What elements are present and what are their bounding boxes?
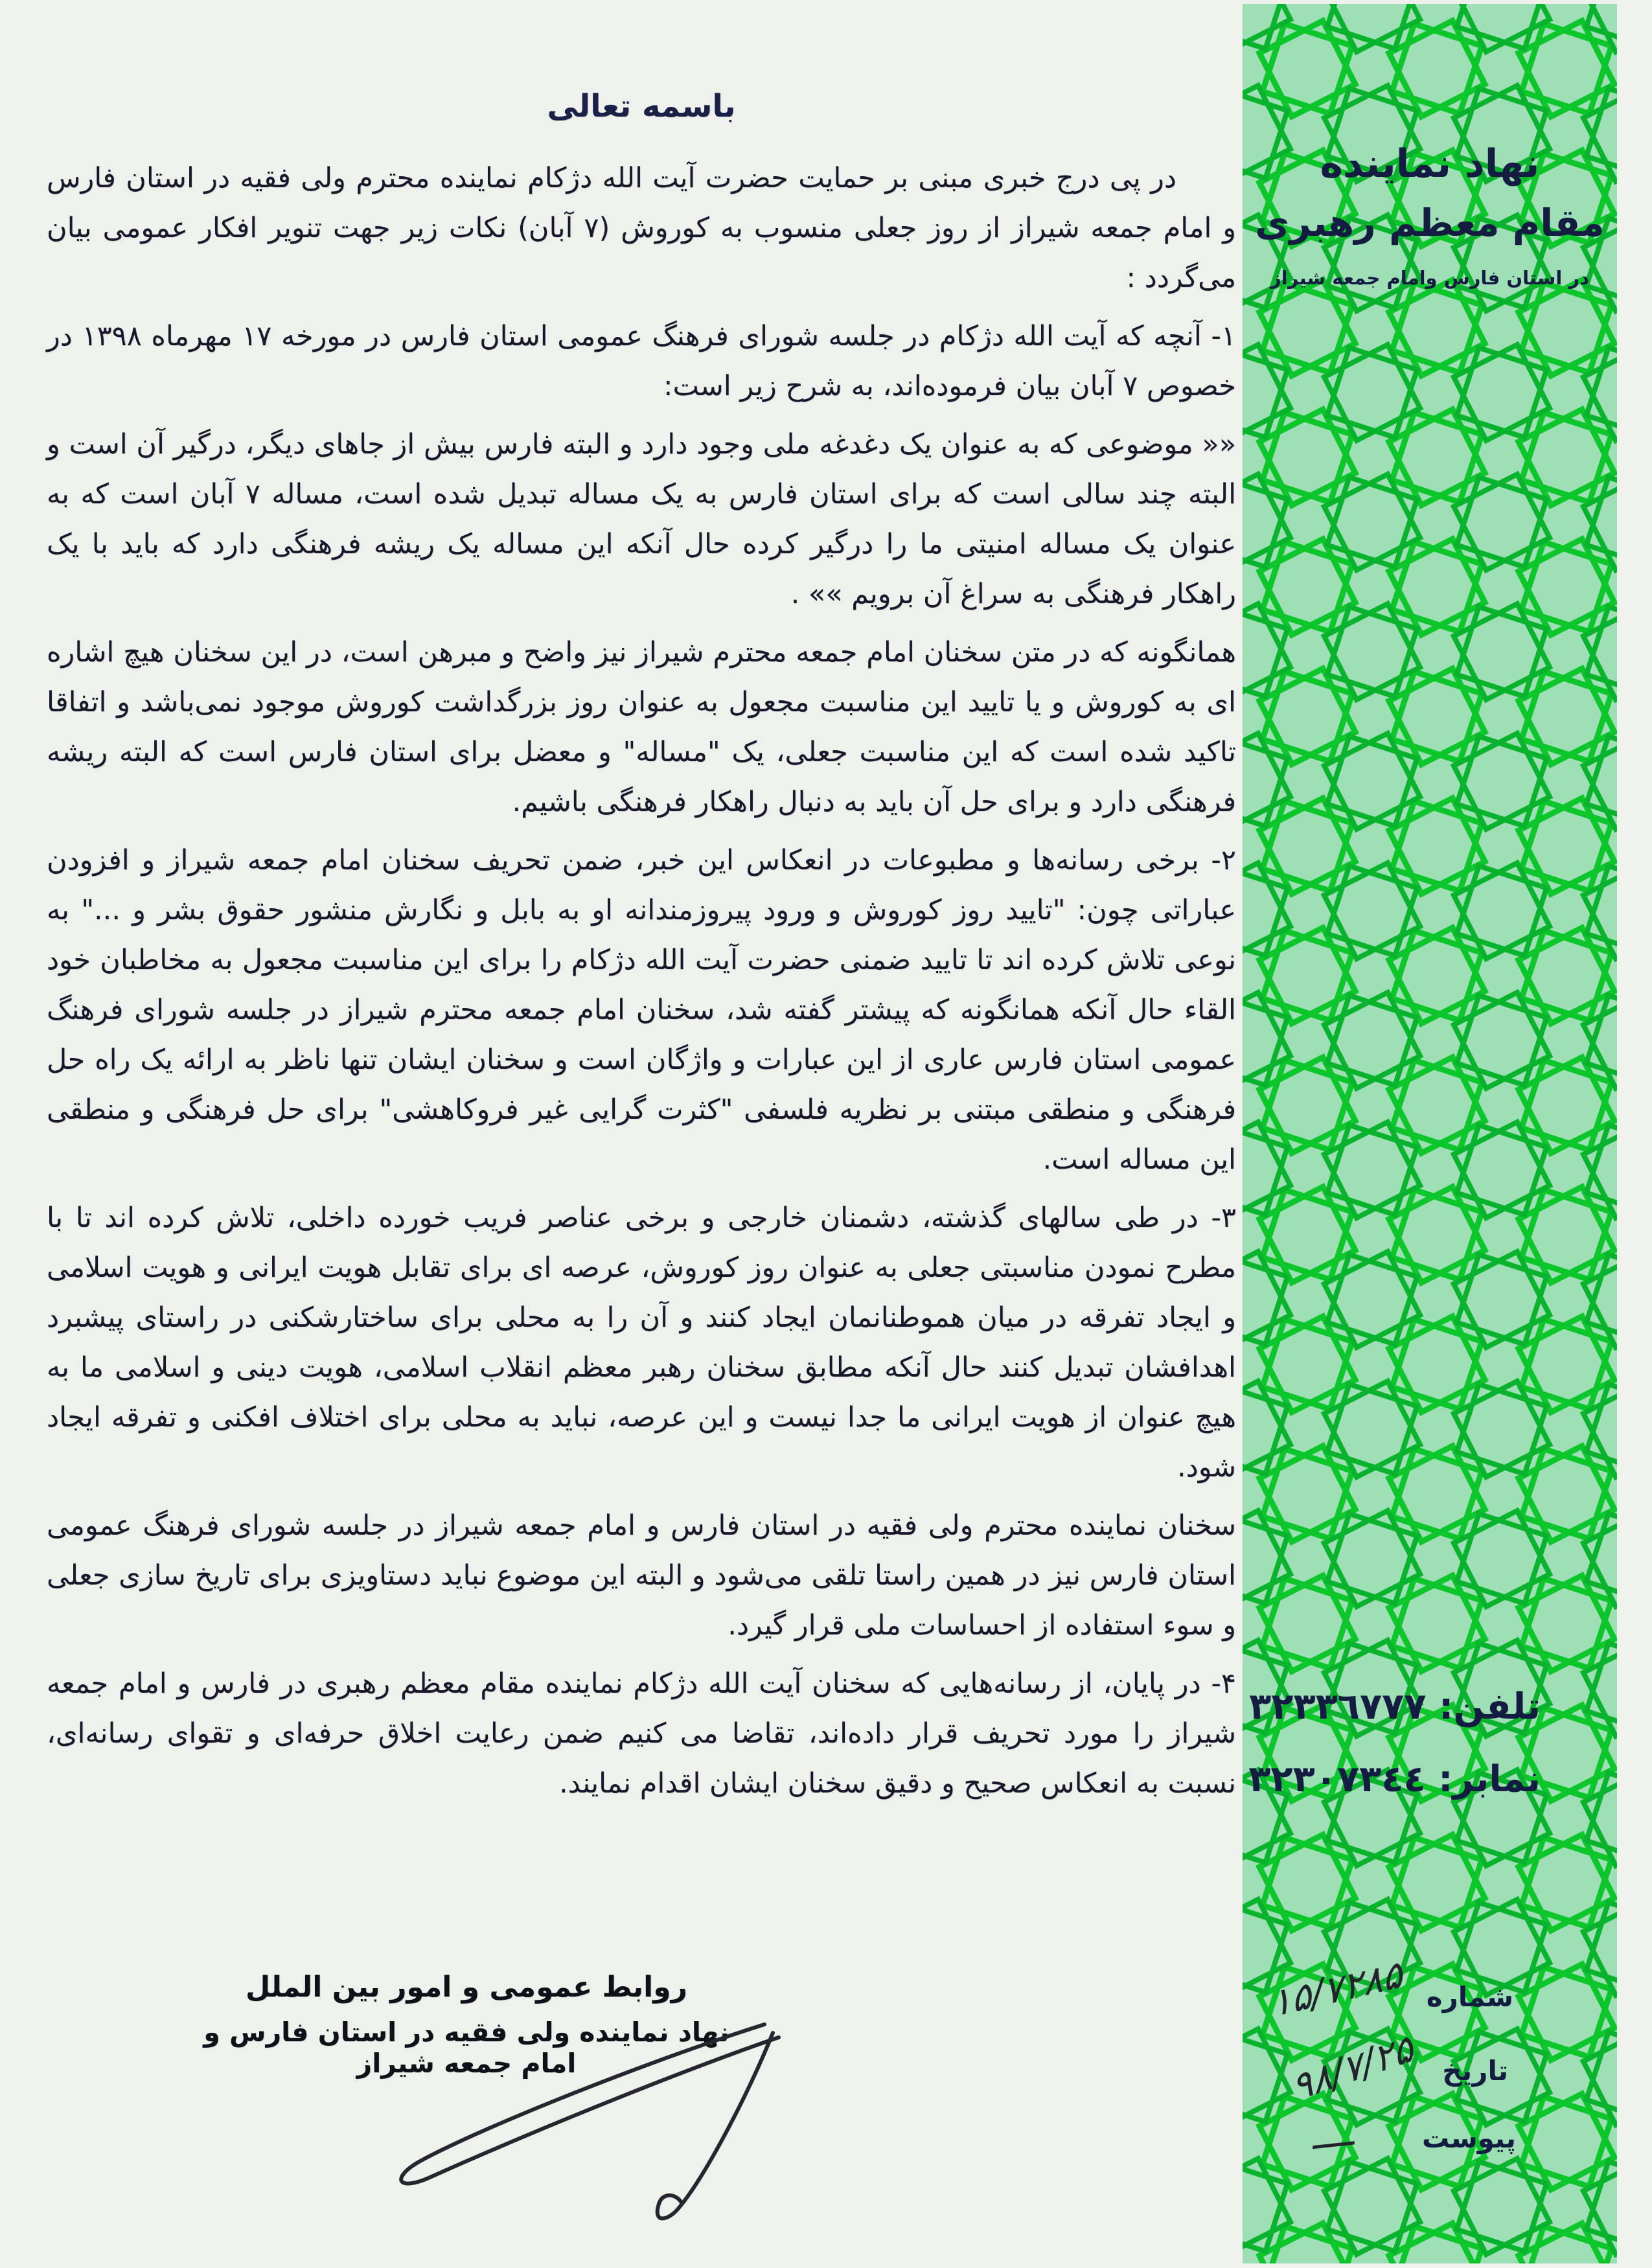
paragraphs <box>47 154 1236 1809</box>
number-field-value: ۱۵/۷۲۸۵ <box>1268 1951 1405 2026</box>
handwritten-signature <box>194 1976 842 2248</box>
date-field-label: تاریخ <box>1442 2055 1508 2087</box>
paragraph: در پی درج خبری مبنی بر حمایت حضرت آیت الله دژکام نماینده محترم ولی فقیه در استان فارس و امام جمعه شیراز از روز جعلی منسوب به کوروش (۷ آبان) نکات زیر جهت تنویر افکار عمومی بیان می‌گردد : <box>47 162 1236 294</box>
fax-line <box>1248 1758 1541 1800</box>
letterhead-content <box>1243 4 1617 2263</box>
paragraph: سخنان نماینده محترم ولی فقیه در استان فارس و امام جمعه شیراز در جلسه شورای فرهنگ عمومی استان فارس نیز در همین راستا تلقی می‌شود و البته این موضوع نباید دستاویزی برای تاریخ سازی جعلی و سوء استفاده از احساسات ملی قرار گیرد. <box>47 1509 1236 1642</box>
paragraph: ۴- در پایان، از رسانه‌هایی که سخنان آیت الله دژکام نماینده مقام معظم رهبری در فارس و امام جمعه شیراز را مورد تحریف قرار داده‌اند، تقاضا می کنیم ضمن رعایت اخلاق حرفه‌ای و تقوای رسانه‌ای، نسبت به انعکاس صحیح و دقیق سخنان ایشان اقدام نمایند. <box>47 1667 1236 1800</box>
paragraph: ۳- در طی سالهای گذشته، دشمنان خارجی و برخی عناصر فریب خورده داخلی، تلاش کرده اند تا با مطرح نمودن مناسبتی جعلی به عنوان روز کوروش، عرصه ای برای تقابل هویت ایرانی و هویت اسلامی و ایجاد تفرقه در میان هموطنانمان ایجاد کنند و آن را به محلی برای ساختارشکنی در راستای پیشبرد اهدافشان تبدیل کنند حال آنکه مطابق سخنان رهبر معظم انقلاب اسلامی، هویت دینی و اسلامی ما به هیچ عنوان از هویت ایرانی ما جدا نیست و این عرصه، نباید به محلی برای اختلاف افکنی و تفرقه ایجاد شود. <box>47 1202 1236 1483</box>
paragraph: ۲- برخی رسانه‌ها و مطبوعات در انعکاس این خبر، ضمن تحریف سخنان امام جمعه شیراز و افزودن عباراتی چون: "تایید روز کوروش و ورود پیروزمندانه او به بابل و نگارش منشور حقوق بشر و ..." به نوعی تلاش کرده اند تا تایید ضمنی حضرت آیت الله دژکام را برای این مناسبت مجعول به مخاطبان خود القاء حال آنکه همانگونه که پیشتر گفته شد، سخنان امام جمعه محترم شیراز در جلسه شورای فرهنگ عمومی استان فارس عاری از این عبارات و واژگان است و سخنان ایشان تنها ناظر به ارائه یک راه حل فرهنگی و منطقی مبتنی بر نظریه فلسفی "کثرت گرایی غیر فروکاهشی" برای حل فرهنگی و منطقی این مساله است. <box>47 844 1236 1176</box>
attachment-field-label: پیوست <box>1421 2122 1516 2154</box>
letter-body <box>47 82 1236 1817</box>
paragraph: ۱- آنچه که آیت الله دژکام در جلسه شورای فرهنگ عمومی استان فارس در مورخه ۱۷ مهرماه ۱۳۹۸ در خصوص ۷ آبان بیان فرموده‌اند، به شرح زیر است: <box>47 320 1236 402</box>
attachment-field-value: — <box>1307 2112 1360 2171</box>
paragraph: «« موضوعی که به عنوان یک دغدغه ملی وجود دارد و البته فارس بیش از جاهای دیگر، درگیر آن است و البته چند سالی است که برای استان فارس به یک مساله تبدیل شده است، مساله ۷ آبان است که به عنوان یک مساله امنیتی ما را درگیر کرده حال آنکه این مساله یک ریشه فرهنگی دارد که باید با یک راهکار فرهنگی به سراغ آن برویم »» . <box>47 428 1237 610</box>
org-line3: در استان فارس وامام جمعه شیراز <box>1270 267 1589 289</box>
page-title: باسمه تعالی <box>547 88 736 124</box>
org-line1: نهاد نماینده <box>1320 141 1540 187</box>
org-name-block <box>1243 141 1617 289</box>
signature-title: روابط عمومی و امور بین الملل <box>246 1971 687 2004</box>
phone-label: تلفن: <box>1439 1686 1541 1728</box>
phone-line <box>1249 1686 1541 1728</box>
number-field-label: شماره <box>1426 1981 1513 2013</box>
phone-value: ٣٢٣٣٦٧٧٧ <box>1249 1686 1427 1728</box>
fax-value: ٣٢٣٠٧٣٤٤ <box>1248 1758 1426 1800</box>
signature-org: نهاد نماینده ولی فقیه در استان فارس و امام جمعه شیراز <box>203 2017 729 2079</box>
org-line2: مقام معظم رهبری <box>1255 201 1605 245</box>
paragraph: همانگونه که در متن سخنان امام جمعه محترم شیراز نیز واضح و مبرهن است، در این سخنان هیچ اشاره ای به کوروش و یا تایید این مناسبت مجعول به عنوان روز بزرگداشت کوروش موجود نمی‌باشد و اتفاقا تاکید شده است که این مناسبت جعلی، یک "مساله" و معضل برای استان فارس است که البته ریشه فرهنگی دارد و برای حل آن باید به دنبال راهکار فرهنگی باشیم. <box>47 636 1236 818</box>
date-field-value: ۹۸/۷/۲۵ <box>1287 2025 1417 2111</box>
letterhead-strip <box>1243 4 1617 2263</box>
fax-label: نمابر: <box>1438 1758 1541 1800</box>
